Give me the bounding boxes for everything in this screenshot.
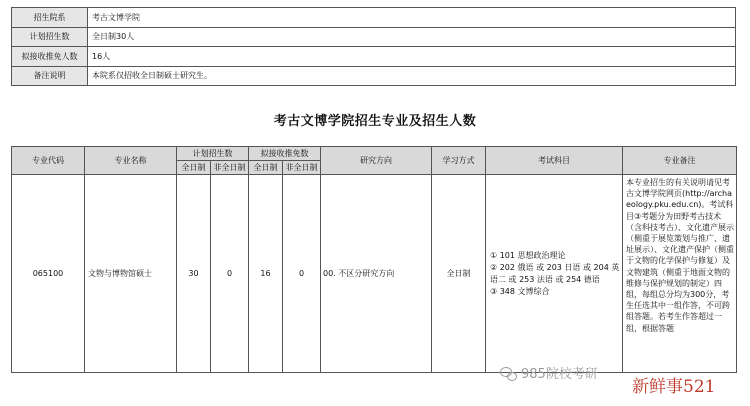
info-value: 16人 [88,47,736,67]
cell-subjects [486,175,623,373]
info-table [11,7,736,86]
cell-plan-full: 30 [177,175,211,373]
site-watermark: 新鲜事521 [632,377,716,397]
cell-code: 065100 [12,175,85,373]
info-value: 本院系仅招收全日制硕士研究生。 [88,66,736,86]
subheader-full-time: 全日制 [177,161,211,175]
header-subjects: 考试科目 [486,147,623,175]
info-row [12,66,736,86]
cell-rec-full: 16 [249,175,283,373]
header-direction: 研究方向 [321,147,432,175]
page-title: 考古文博学院招生专业及招生人数 [273,114,477,129]
header-name: 专业名称 [85,147,177,175]
header-row [12,147,737,161]
subheader-full-time: 全日制 [249,161,283,175]
info-row [12,47,736,67]
info-row [12,27,736,47]
cell-mode: 全日制 [432,175,486,373]
subject-line: ③ 348 文博综合 [490,286,550,296]
admission-table [11,146,737,373]
subject-line: ① 101 思想政治理论 [490,250,566,260]
info-key: 备注说明 [12,66,88,86]
header-remark: 专业备注 [623,147,737,175]
cell-name: 文物与博物馆硕士 [85,175,177,373]
info-value: 考古文博学院 [88,8,736,28]
cell-remark: 本专业招生的有关说明请见考古文博学院网页(http://archaeology.pku.edu.cn)。考试科目③考题分为田野考古技术（含科技考古）、文化遗产展示（侧重于展览策划与推广、遗址展示）、文化遗产保护（侧重于文物的化学保护与修复）及文物建筑（侧重于地面文物的维修与保护规划的制定）四组，每组总分均为300分，考生任选其中一组作答，不可跨组答题。若考生作答超过一组，根据答题 [623,175,737,373]
table-row [12,175,737,373]
wechat-watermark [500,363,598,382]
info-key: 招生院系 [12,8,88,28]
subheader-part-time: 非全日制 [211,161,249,175]
header-recommend: 拟接收推免数 [249,147,321,161]
info-key: 拟接收推免人数 [12,47,88,67]
subject-line: ② 202 俄语 或 203 日语 或 204 英语二 或 253 法语 或 254 德语 [490,262,620,284]
cell-plan-part: 0 [211,175,249,373]
header-plan: 计划招生数 [177,147,249,161]
info-key: 计划招生数 [12,27,88,47]
header-mode: 学习方式 [432,147,486,175]
cell-rec-part: 0 [283,175,321,373]
cell-direction: 00. 不区分研究方向 [321,175,432,373]
wechat-icon [500,366,518,380]
subheader-part-time: 非全日制 [283,161,321,175]
info-row [12,8,736,28]
header-code: 专业代码 [12,147,85,175]
wechat-watermark-text: 985院校考研 [521,367,598,382]
info-value: 全日制30人 [88,27,736,47]
